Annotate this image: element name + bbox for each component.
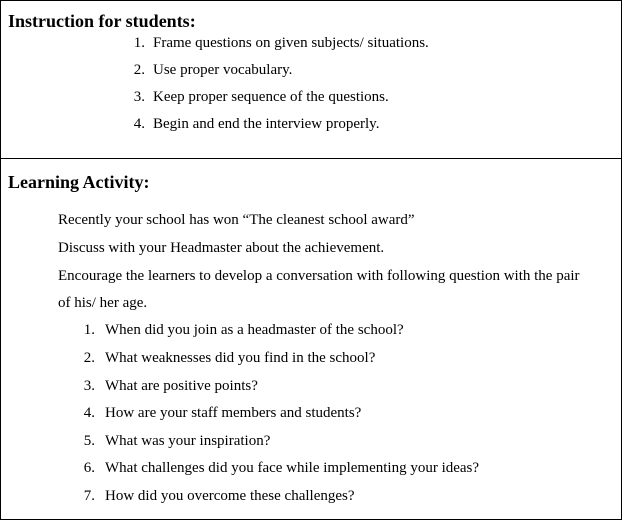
question-item: What was your inspiration? (105, 433, 271, 449)
activity-paragraph-line: of his/ her age. (58, 295, 148, 311)
activity-paragraph-line: Recently your school has won “The cleanest school award” (58, 212, 415, 228)
question-item: How did you overcome these challenges? (105, 488, 355, 504)
instruction-item-number: 1. (133, 35, 145, 51)
instruction-section (1, 1, 621, 159)
question-item: What weaknesses did you find in the school? (105, 350, 376, 366)
instruction-heading: Instruction for students: (8, 11, 196, 31)
question-number: 7. (83, 488, 95, 504)
question-number: 4. (83, 405, 95, 421)
activity-paragraph-line: Discuss with your Headmaster about the achievement. (58, 240, 385, 256)
activity-paragraph-line: Encourage the learners to develop a conversation with following question with the pair (58, 268, 580, 284)
question-number: 5. (83, 433, 95, 449)
question-item: What challenges did you face while implementing your ideas? (105, 460, 480, 476)
instruction-item: Begin and end the interview properly. (153, 116, 380, 132)
question-item: What are positive points? (105, 378, 258, 394)
question-item: How are your staff members and students? (105, 405, 362, 421)
activity-section (1, 159, 621, 519)
instruction-item-number: 3. (133, 89, 145, 105)
question-number: 3. (83, 378, 95, 394)
question-number: 2. (83, 350, 95, 366)
instruction-item-number: 2. (133, 62, 145, 78)
question-number: 6. (83, 460, 95, 476)
instruction-item: Keep proper sequence of the questions. (153, 89, 389, 105)
question-item: When did you join as a headmaster of the school? (105, 322, 404, 338)
instruction-item: Use proper vocabulary. (153, 62, 293, 78)
instruction-item: Frame questions on given subjects/ situations. (153, 35, 429, 51)
instruction-item-number: 4. (133, 116, 145, 132)
activity-heading: Learning Activity: (8, 172, 150, 192)
question-number: 1. (83, 322, 95, 338)
